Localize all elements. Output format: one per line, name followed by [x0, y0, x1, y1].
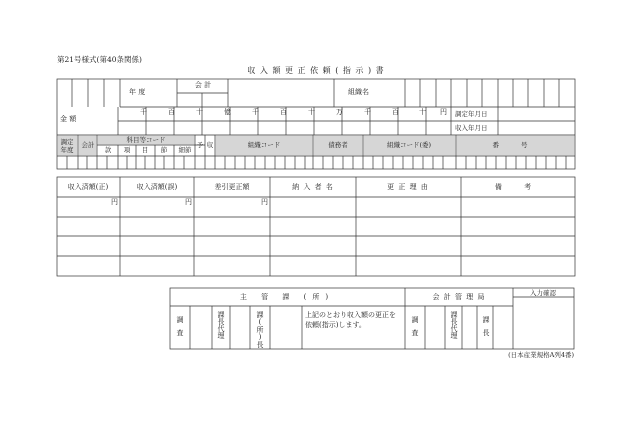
org-name-label: 組織名 — [348, 88, 369, 96]
subcol-label: 項 — [123, 146, 131, 154]
chief-main-label: 課(所)長 — [256, 311, 264, 348]
yen-mark: 円 — [261, 198, 268, 206]
receipt-date-label: 収入年月日 — [455, 124, 488, 132]
table-header: 納 入 者 名 — [292, 183, 334, 191]
subcol-label: 目 — [141, 146, 149, 154]
table-header: 更 正 理 由 — [387, 183, 429, 191]
account-code-label: 科目等コード — [126, 136, 166, 144]
prefecture-label: 予 — [196, 141, 204, 149]
footer-note: (日本産業規格A列4番) — [508, 351, 574, 359]
accounting-office-label: 会 計 管 理 局 — [432, 293, 486, 301]
subcol-label: 細節 — [178, 146, 192, 154]
accounting-label: 会 計 — [194, 81, 212, 89]
deputy-chief-label: 課長代理 — [450, 311, 458, 339]
digit-unit: 十 — [419, 108, 426, 116]
digit-unit: 十 — [308, 108, 315, 116]
form-title: 収 入 額 更 正 依 頼 ( 指 示 ) 書 — [247, 66, 385, 75]
input-check-label: 入力確認 — [530, 289, 556, 297]
digit-unit: 千 — [252, 108, 259, 116]
org-code-label: 組織コード — [247, 141, 281, 149]
debtor-label: 債務者 — [328, 141, 348, 149]
digit-unit: 百 — [168, 108, 175, 116]
digit-unit: 万 — [336, 108, 343, 116]
chief-label: 課長 — [482, 316, 490, 342]
investigation-label: 調査 — [176, 316, 184, 342]
main-dept-label: 主 管 課 (所) — [239, 293, 335, 301]
org-code-dept-label: 組織コード(委) — [386, 141, 432, 149]
yen-mark: 円 — [111, 198, 118, 206]
fiscal-year-label: 年 度 — [129, 88, 146, 96]
subcol-label: 款 — [104, 146, 112, 154]
investigation-label: 調査 — [411, 316, 419, 342]
accounting-code-label: 会計 — [81, 141, 95, 149]
digit-unit: 千 — [140, 108, 147, 116]
adj-year-label: 調定年度 — [60, 138, 74, 154]
digit-unit: 円 — [440, 108, 447, 116]
deputy-chief-label: 課長代理 — [217, 311, 225, 339]
digit-unit: 十 — [196, 108, 203, 116]
amount-label: 金 額 — [60, 115, 77, 123]
revenue-label: 収 — [206, 141, 214, 149]
form-number: 第21号様式(第40条関係) — [57, 55, 142, 64]
digit-unit: 億 — [224, 108, 231, 116]
subcol-label: 節 — [160, 146, 168, 154]
yen-mark: 円 — [185, 198, 192, 206]
notice-date-label: 調定年月日 — [455, 110, 488, 118]
digit-unit: 百 — [392, 108, 399, 116]
table-header: 収入済額(正) — [67, 183, 109, 191]
statement-text: 上記のとおり収入額の更正を依頼(指示)します。 — [305, 311, 396, 329]
table-header: 差引更正額 — [214, 183, 250, 191]
table-header: 収入済額(誤) — [136, 183, 178, 191]
digit-unit: 百 — [280, 108, 287, 116]
digit-unit: 千 — [364, 108, 371, 116]
table-header: 備 考 — [494, 183, 542, 191]
number-label: 番 号 — [492, 141, 538, 149]
